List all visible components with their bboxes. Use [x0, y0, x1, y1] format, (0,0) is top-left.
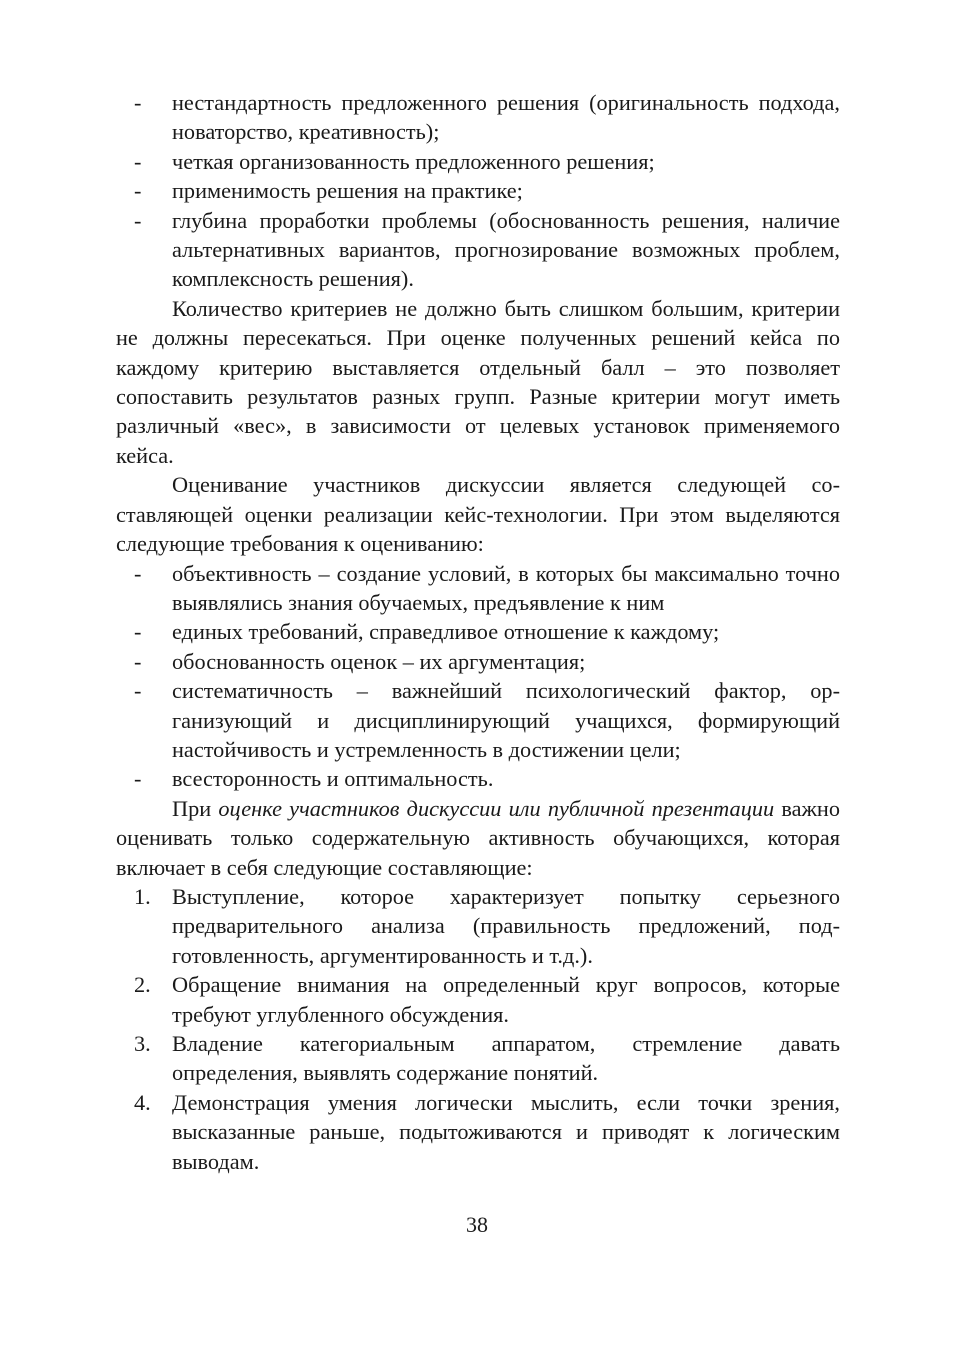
list-bullet: -: [134, 648, 142, 674]
numbered-item: [116, 882, 840, 970]
numbered-item-text: Выступление, которое характеризует попытку серьезного предварительного анализа (правильность предложений, подготовленность, аргументированность и т.д.).: [172, 883, 840, 968]
list-item: [116, 147, 840, 176]
list-item: [116, 676, 840, 764]
paragraph-lead: При: [172, 795, 219, 821]
activity-components-list: [116, 882, 840, 1176]
list-item: [116, 559, 840, 618]
list-item-text: глубина проработки проблемы (обоснованность решения, наличие альтернативных вариантов, прогнозирование возможных проблем, комплексность решения).: [172, 207, 840, 292]
list-bullet: -: [134, 207, 142, 233]
list-item-text: единых требований, справедливое отношение к каждому;: [172, 619, 720, 645]
list-bullet: -: [134, 619, 142, 645]
item-number: 3.: [134, 1031, 151, 1056]
list-item: [116, 176, 840, 205]
paragraph-rest: важно оценивать только содержательную активность обучающихся, которая включает в себя следующие составляющие:: [116, 795, 840, 880]
paragraph-italic-phrase: оценке участников дискуссии или публичной презентации: [218, 795, 775, 821]
list-item: [116, 764, 840, 793]
list-bullet: -: [134, 560, 142, 586]
list-item-text: объективность – создание условий, в которых бы максимально точно выявлялись знания обучаемых, предъявление к ним: [172, 560, 840, 615]
criteria-list: [116, 88, 840, 294]
list-item-text: четкая организованность предложенного решения;: [172, 148, 655, 174]
list-item-text: нестандартность предложенного решения (оригинальность подхода, новаторство, креативность);: [172, 90, 840, 145]
page-number: 38: [466, 1212, 488, 1237]
item-number: 1.: [134, 883, 151, 909]
list-item: [116, 206, 840, 294]
page-body: [116, 88, 840, 1176]
list-bullet: -: [134, 148, 142, 174]
numbered-item-text: Владение категориальным аппаратом, стремление давать определения, выявлять содержание понятий.: [172, 1031, 840, 1086]
paragraph-discussion-evaluation: Оценивание участников дискуссии является следующей составляющей оценки реализации кейс-технологии. При этом выделяются следующие требования к оцениванию:: [116, 472, 840, 557]
numbered-item: [116, 970, 840, 1029]
list-bullet: -: [134, 178, 142, 204]
list-item-text: систематичность – важнейший психологический фактор, организующий и дисциплинирующий учащихся, формирующий настойчивость и устремленность в достижении цели;: [172, 678, 840, 762]
requirements-list: [116, 559, 840, 794]
numbered-item-text: Обращение внимания на определенный круг вопросов, которые требуют углубленного обсуждения.: [172, 972, 840, 1027]
list-item-text: всесторонность и оптимальность.: [172, 766, 494, 792]
list-item: [116, 88, 840, 147]
item-number: 2.: [134, 972, 151, 998]
list-bullet: -: [134, 766, 142, 792]
list-item: [116, 647, 840, 676]
paragraph-presentation-evaluation: [116, 794, 840, 882]
item-number: 4.: [134, 1089, 151, 1115]
list-item-text: применимость решения на практике;: [172, 178, 523, 204]
paragraph-criteria-count: Количество критериев не должно быть слишком большим, критерии не должны пересекаться. При оценке полученных решений кейса по каждому критерию выставляется отдельный балл – это позволяет сопоставить результатов разных групп. Разные критерии могут иметь различный «вес», в зависимости от целевых установок применяемого кейса.: [116, 295, 840, 468]
list-item: [116, 617, 840, 646]
numbered-item-text: Демонстрация умения логически мыслить, если точки зрения, высказанные раньше, подытоживаются и приводят к логическим выводам.: [172, 1089, 840, 1174]
list-bullet: -: [134, 678, 142, 704]
numbered-item: [116, 1088, 840, 1176]
list-bullet: -: [134, 90, 142, 115]
list-item-text: обоснованность оценок – их аргументация;: [172, 648, 586, 674]
numbered-item: [116, 1029, 840, 1088]
